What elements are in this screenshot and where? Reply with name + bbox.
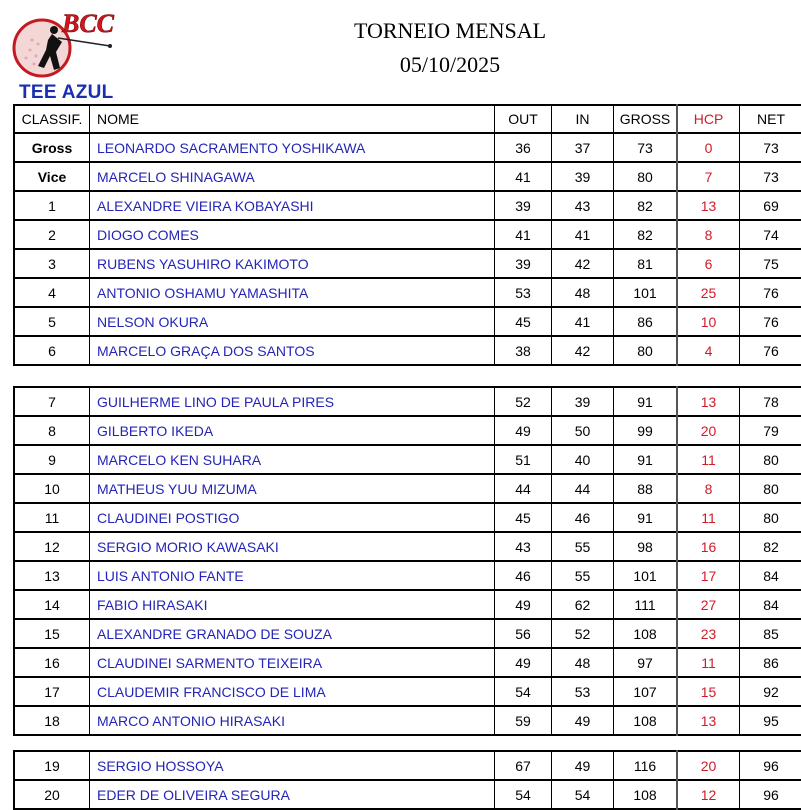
cell-name: DIOGO COMES <box>90 220 495 249</box>
results-table-bottom <box>13 750 801 810</box>
cell-net: 95 <box>740 706 801 735</box>
cell-hcp: 13 <box>677 706 740 735</box>
cell-net: 85 <box>740 619 801 648</box>
cell-net: 82 <box>740 532 801 561</box>
cell-classif: Vice <box>14 162 90 191</box>
col-header-out: OUT <box>495 105 552 133</box>
table-row <box>14 387 801 416</box>
cell-out: 36 <box>495 133 552 162</box>
cell-in: 42 <box>552 336 614 365</box>
tournament-title: TORNEIO MENSAL <box>300 18 600 44</box>
cell-name: EDER DE OLIVEIRA SEGURA <box>90 780 495 809</box>
cell-gross: 82 <box>614 191 678 220</box>
cell-classif: 11 <box>14 503 90 532</box>
cell-out: 51 <box>495 445 552 474</box>
cell-hcp: 13 <box>677 387 740 416</box>
cell-hcp: 16 <box>677 532 740 561</box>
results-table-middle <box>13 386 801 736</box>
cell-gross: 73 <box>614 133 678 162</box>
cell-name: CLAUDEMIR FRANCISCO DE LIMA <box>90 677 495 706</box>
cell-classif: Gross <box>14 133 90 162</box>
col-header-net: NET <box>740 105 801 133</box>
cell-in: 42 <box>552 249 614 278</box>
cell-classif: 18 <box>14 706 90 735</box>
cell-out: 67 <box>495 751 552 780</box>
cell-gross: 99 <box>614 416 678 445</box>
cell-gross: 111 <box>614 590 678 619</box>
cell-out: 49 <box>495 590 552 619</box>
cell-net: 92 <box>740 677 801 706</box>
cell-classif: 16 <box>14 648 90 677</box>
cell-gross: 81 <box>614 249 678 278</box>
col-header-classif: CLASSIF. <box>14 105 90 133</box>
table-row <box>14 751 801 780</box>
table-row <box>14 307 801 336</box>
cell-net: 73 <box>740 133 801 162</box>
cell-out: 45 <box>495 503 552 532</box>
cell-classif: 9 <box>14 445 90 474</box>
cell-name: SERGIO HOSSOYA <box>90 751 495 780</box>
cell-gross: 91 <box>614 503 678 532</box>
cell-classif: 2 <box>14 220 90 249</box>
cell-classif: 15 <box>14 619 90 648</box>
table-row <box>14 503 801 532</box>
cell-net: 80 <box>740 474 801 503</box>
table-row <box>14 619 801 648</box>
cell-name: FABIO HIRASAKI <box>90 590 495 619</box>
cell-classif: 4 <box>14 278 90 307</box>
cell-hcp: 15 <box>677 677 740 706</box>
cell-gross: 88 <box>614 474 678 503</box>
cell-net: 76 <box>740 307 801 336</box>
col-header-gross: GROSS <box>614 105 678 133</box>
cell-gross: 86 <box>614 307 678 336</box>
cell-out: 59 <box>495 706 552 735</box>
cell-in: 39 <box>552 162 614 191</box>
table-row <box>14 220 801 249</box>
cell-net: 76 <box>740 278 801 307</box>
cell-classif: 12 <box>14 532 90 561</box>
cell-out: 38 <box>495 336 552 365</box>
svg-text:BCC: BCC <box>61 9 115 38</box>
cell-hcp: 12 <box>677 780 740 809</box>
cell-out: 49 <box>495 648 552 677</box>
cell-in: 53 <box>552 677 614 706</box>
cell-classif: 1 <box>14 191 90 220</box>
cell-net: 79 <box>740 416 801 445</box>
cell-in: 43 <box>552 191 614 220</box>
cell-classif: 20 <box>14 780 90 809</box>
cell-name: ALEXANDRE GRANADO DE SOUZA <box>90 619 495 648</box>
cell-gross: 98 <box>614 532 678 561</box>
cell-gross: 91 <box>614 445 678 474</box>
cell-hcp: 8 <box>677 474 740 503</box>
cell-out: 46 <box>495 561 552 590</box>
cell-net: 69 <box>740 191 801 220</box>
cell-out: 54 <box>495 677 552 706</box>
cell-name: MARCO ANTONIO HIRASAKI <box>90 706 495 735</box>
cell-name: NELSON OKURA <box>90 307 495 336</box>
table-row <box>14 648 801 677</box>
cell-classif: 3 <box>14 249 90 278</box>
cell-in: 49 <box>552 706 614 735</box>
cell-in: 44 <box>552 474 614 503</box>
table-row <box>14 474 801 503</box>
table-row <box>14 590 801 619</box>
table-row <box>14 278 801 307</box>
golf-club-logo-icon <box>4 4 119 80</box>
cell-hcp: 6 <box>677 249 740 278</box>
cell-out: 41 <box>495 162 552 191</box>
cell-classif: 6 <box>14 336 90 365</box>
cell-hcp: 10 <box>677 307 740 336</box>
cell-out: 54 <box>495 780 552 809</box>
table-row <box>14 706 801 735</box>
cell-net: 73 <box>740 162 801 191</box>
cell-gross: 108 <box>614 619 678 648</box>
col-header-in: IN <box>552 105 614 133</box>
cell-name: GILBERTO IKEDA <box>90 416 495 445</box>
cell-in: 50 <box>552 416 614 445</box>
cell-gross: 101 <box>614 278 678 307</box>
col-header-hcp: HCP <box>677 105 740 133</box>
table-row <box>14 249 801 278</box>
cell-classif: 7 <box>14 387 90 416</box>
cell-classif: 5 <box>14 307 90 336</box>
cell-out: 52 <box>495 387 552 416</box>
table-row <box>14 445 801 474</box>
cell-name: MARCELO SHINAGAWA <box>90 162 495 191</box>
cell-name: LUIS ANTONIO FANTE <box>90 561 495 590</box>
cell-gross: 108 <box>614 780 678 809</box>
cell-gross: 82 <box>614 220 678 249</box>
cell-net: 96 <box>740 780 801 809</box>
cell-classif: 19 <box>14 751 90 780</box>
table-row <box>14 133 801 162</box>
cell-in: 55 <box>552 561 614 590</box>
cell-gross: 91 <box>614 387 678 416</box>
cell-hcp: 25 <box>677 278 740 307</box>
cell-name: MARCELO KEN SUHARA <box>90 445 495 474</box>
cell-out: 39 <box>495 191 552 220</box>
cell-name: SERGIO MORIO KAWASAKI <box>90 532 495 561</box>
cell-out: 43 <box>495 532 552 561</box>
cell-hcp: 0 <box>677 133 740 162</box>
cell-classif: 13 <box>14 561 90 590</box>
cell-gross: 108 <box>614 706 678 735</box>
cell-classif: 8 <box>14 416 90 445</box>
cell-hcp: 17 <box>677 561 740 590</box>
cell-hcp: 11 <box>677 648 740 677</box>
cell-net: 86 <box>740 648 801 677</box>
cell-classif: 17 <box>14 677 90 706</box>
cell-in: 41 <box>552 220 614 249</box>
cell-name: RUBENS YASUHIRO KAKIMOTO <box>90 249 495 278</box>
cell-in: 48 <box>552 648 614 677</box>
cell-in: 54 <box>552 780 614 809</box>
cell-gross: 97 <box>614 648 678 677</box>
cell-hcp: 11 <box>677 503 740 532</box>
cell-in: 41 <box>552 307 614 336</box>
cell-gross: 107 <box>614 677 678 706</box>
cell-in: 39 <box>552 387 614 416</box>
cell-gross: 80 <box>614 162 678 191</box>
cell-hcp: 27 <box>677 590 740 619</box>
cell-net: 84 <box>740 561 801 590</box>
table-row <box>14 336 801 365</box>
cell-in: 55 <box>552 532 614 561</box>
cell-classif: 14 <box>14 590 90 619</box>
table-row <box>14 677 801 706</box>
cell-name: CLAUDINEI POSTIGO <box>90 503 495 532</box>
table-header-row <box>14 105 801 133</box>
table-row <box>14 780 801 809</box>
cell-out: 45 <box>495 307 552 336</box>
cell-hcp: 20 <box>677 416 740 445</box>
cell-hcp: 4 <box>677 336 740 365</box>
cell-net: 96 <box>740 751 801 780</box>
cell-net: 78 <box>740 387 801 416</box>
cell-name: MARCELO GRAÇA DOS SANTOS <box>90 336 495 365</box>
table-row <box>14 561 801 590</box>
cell-net: 74 <box>740 220 801 249</box>
cell-name: CLAUDINEI SARMENTO TEIXEIRA <box>90 648 495 677</box>
cell-name: MATHEUS YUU MIZUMA <box>90 474 495 503</box>
cell-out: 53 <box>495 278 552 307</box>
table-row <box>14 416 801 445</box>
cell-in: 46 <box>552 503 614 532</box>
cell-out: 56 <box>495 619 552 648</box>
tournament-date: 05/10/2025 <box>300 52 600 78</box>
col-header-nome: NOME <box>90 105 495 133</box>
cell-in: 62 <box>552 590 614 619</box>
cell-out: 39 <box>495 249 552 278</box>
club-logo <box>4 4 119 80</box>
cell-in: 37 <box>552 133 614 162</box>
cell-gross: 80 <box>614 336 678 365</box>
cell-net: 80 <box>740 445 801 474</box>
cell-hcp: 8 <box>677 220 740 249</box>
cell-hcp: 7 <box>677 162 740 191</box>
table-row <box>14 532 801 561</box>
cell-out: 44 <box>495 474 552 503</box>
cell-in: 49 <box>552 751 614 780</box>
cell-net: 76 <box>740 336 801 365</box>
cell-net: 75 <box>740 249 801 278</box>
cell-gross: 101 <box>614 561 678 590</box>
results-table-top <box>13 104 801 366</box>
tee-label: TEE AZUL <box>19 82 114 104</box>
cell-classif: 10 <box>14 474 90 503</box>
table-row <box>14 191 801 220</box>
cell-net: 80 <box>740 503 801 532</box>
cell-hcp: 13 <box>677 191 740 220</box>
cell-in: 40 <box>552 445 614 474</box>
cell-name: ALEXANDRE VIEIRA KOBAYASHI <box>90 191 495 220</box>
cell-hcp: 11 <box>677 445 740 474</box>
cell-net: 84 <box>740 590 801 619</box>
cell-out: 41 <box>495 220 552 249</box>
table-row <box>14 162 801 191</box>
cell-hcp: 20 <box>677 751 740 780</box>
cell-in: 48 <box>552 278 614 307</box>
cell-out: 49 <box>495 416 552 445</box>
cell-name: GUILHERME LINO DE PAULA PIRES <box>90 387 495 416</box>
cell-hcp: 23 <box>677 619 740 648</box>
cell-in: 52 <box>552 619 614 648</box>
cell-gross: 116 <box>614 751 678 780</box>
cell-name: ANTONIO OSHAMU YAMASHITA <box>90 278 495 307</box>
cell-name: LEONARDO SACRAMENTO YOSHIKAWA <box>90 133 495 162</box>
